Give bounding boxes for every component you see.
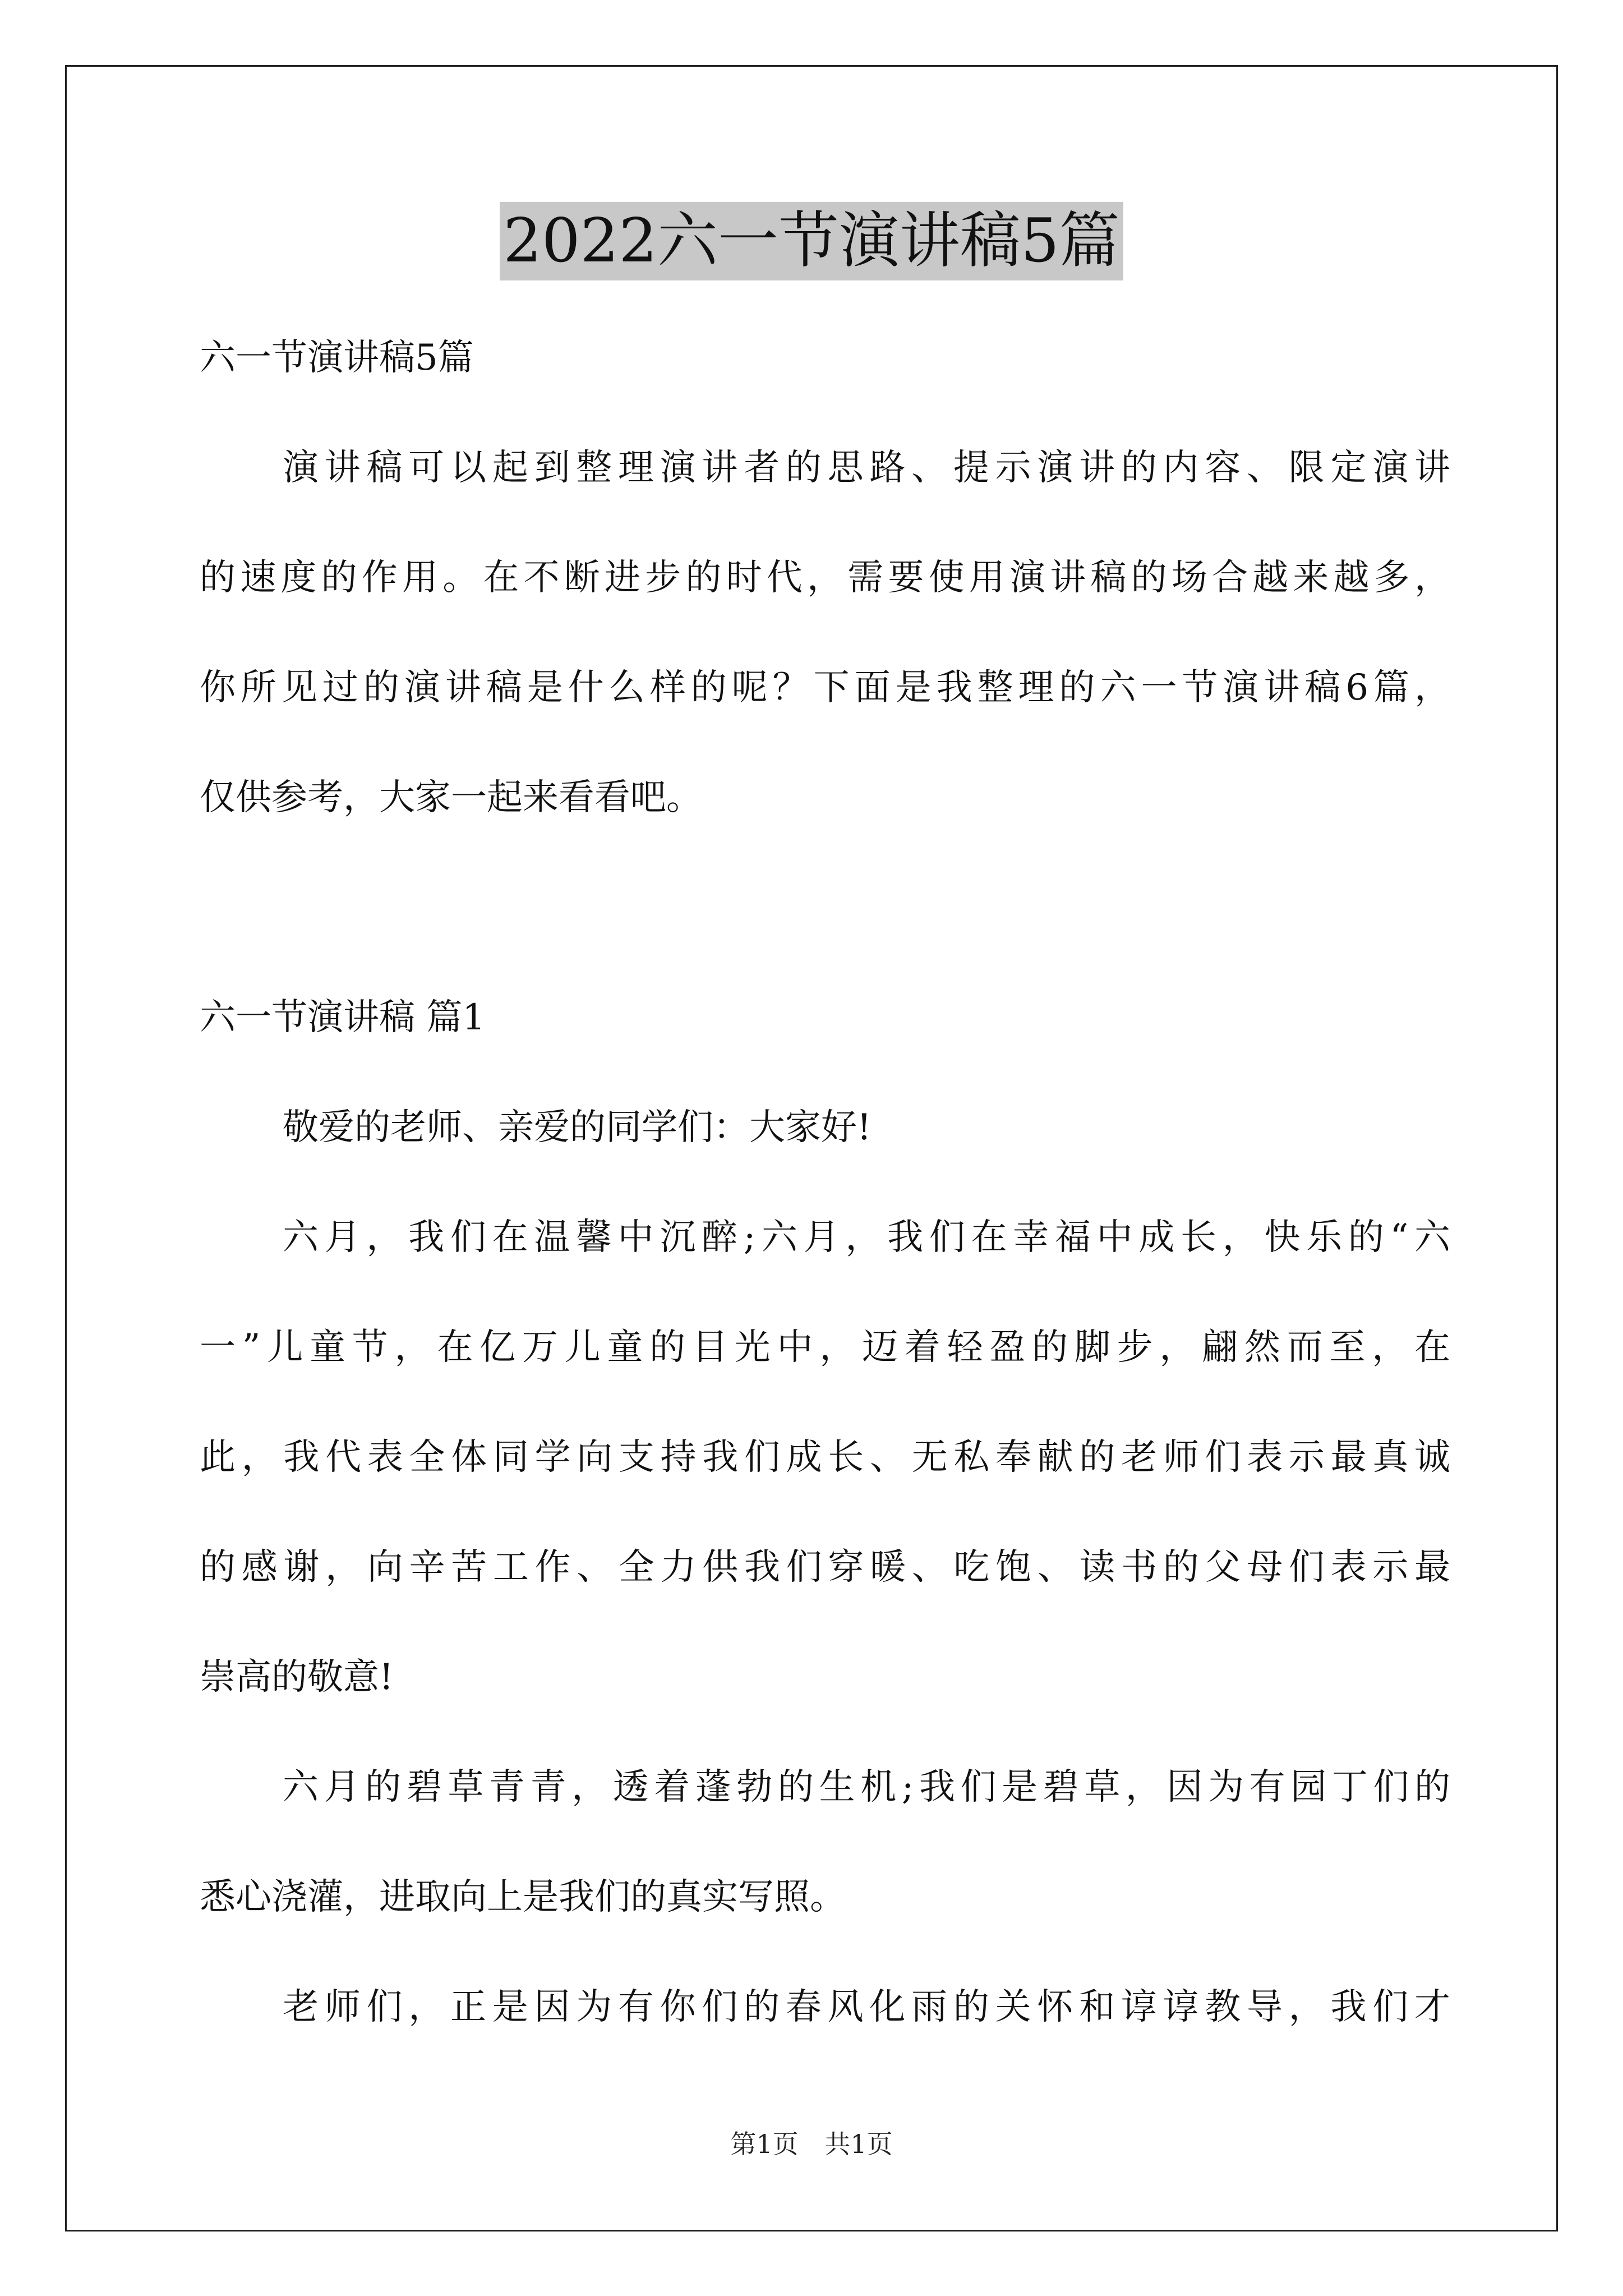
page-footer <box>0 2127 1623 2161</box>
paragraph-line: 一”儿童节，在亿万儿童的目光中，迈着轻盈的脚步，翩然而至，在 <box>200 1327 1450 1368</box>
paragraph-line: 老师们，正是因为有你们的春风化雨的关怀和谆谆教导，我们才 <box>283 1986 1450 2028</box>
document-title: 2022六一节演讲稿5篇 <box>500 202 1123 280</box>
intro-line: 你所见过的演讲稿是什么样的呢？下面是我整理的六一节演讲稿6篇， <box>200 667 1450 708</box>
document-subtitle: 六一节演讲稿5篇 <box>200 337 474 379</box>
paragraph-line: 崇高的敬意! <box>200 1657 394 1698</box>
title-container <box>0 202 1623 280</box>
intro-line: 仅供参考，大家一起来看看吧。 <box>200 777 702 818</box>
paragraph-line: 的感谢，向辛苦工作、全力供我们穿暖、吃饱、读书的父母们表示最 <box>200 1547 1450 1588</box>
greeting-line: 敬爱的老师、亲爱的同学们：大家好! <box>283 1107 872 1148</box>
intro-line: 演讲稿可以起到整理演讲者的思路、提示演讲的内容、限定演讲 <box>283 447 1450 489</box>
paragraph-line: 此，我代表全体同学向支持我们成长、无私奉献的老师们表示最真诚 <box>200 1437 1450 1478</box>
document-body <box>200 303 1450 2062</box>
intro-line: 的速度的作用。在不断进步的时代，需要使用演讲稿的场合越来越多， <box>200 557 1450 599</box>
page-number-total: 共1页 <box>824 2129 893 2159</box>
paragraph-line: 悉心浇灌，进取向上是我们的真实写照。 <box>200 1876 846 1918</box>
paragraph-line: 六月，我们在温馨中沉醉;六月，我们在幸福中成长，快乐的“六 <box>283 1217 1450 1258</box>
section-heading: 六一节演讲稿 篇1 <box>200 997 486 1038</box>
page-number-current: 第1页 <box>730 2129 799 2159</box>
paragraph-gap <box>200 853 1450 963</box>
paragraph-line: 六月的碧草青青，透着蓬勃的生机;我们是碧草，因为有园丁们的 <box>283 1766 1450 1808</box>
